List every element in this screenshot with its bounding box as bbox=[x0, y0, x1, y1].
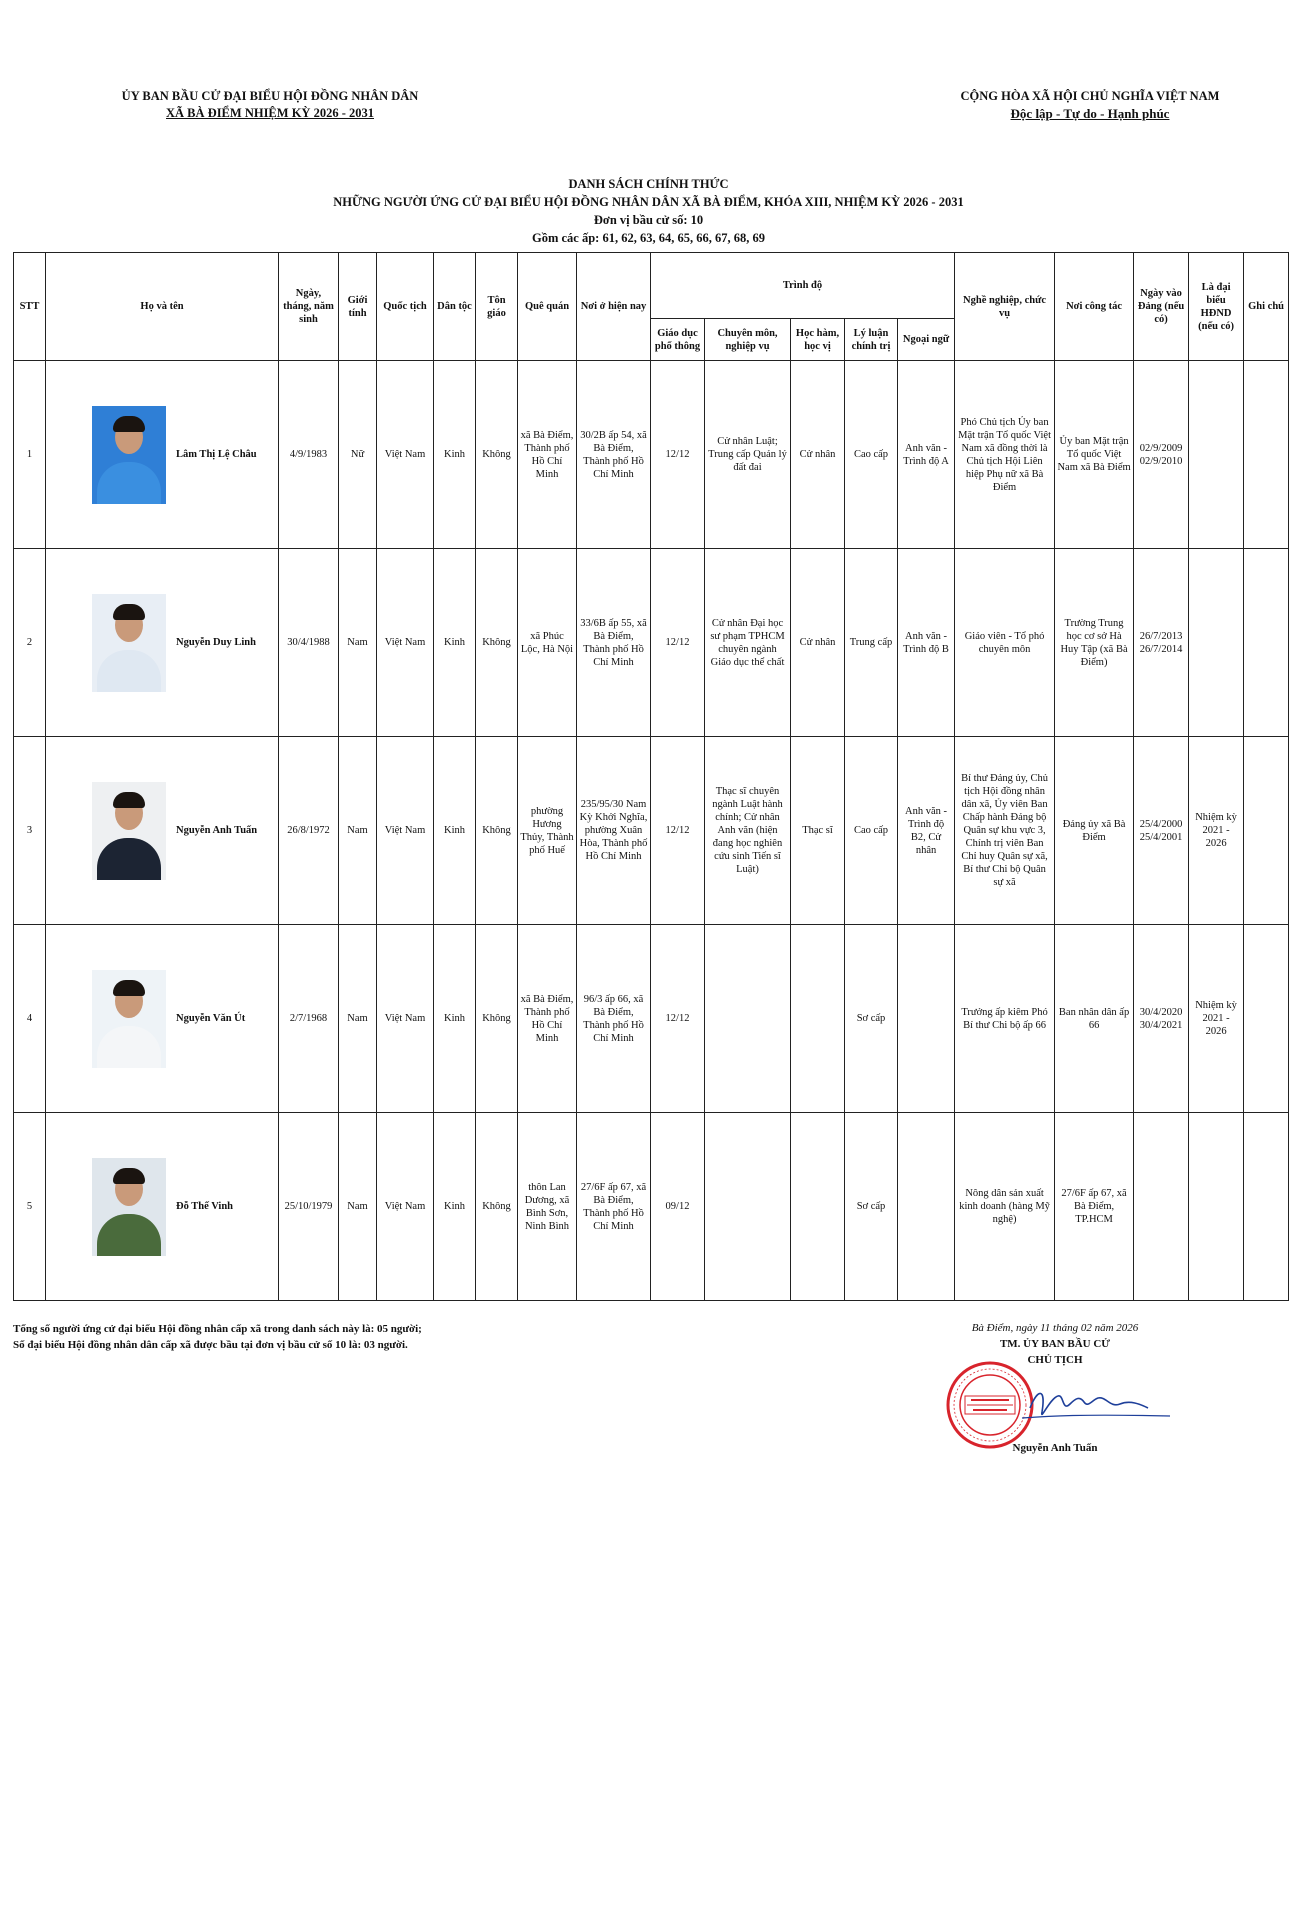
signer-name: Nguyễn Anh Tuấn bbox=[1012, 1442, 1098, 1454]
religion-cell: Không bbox=[476, 549, 518, 737]
hdnd-cell bbox=[1189, 361, 1244, 549]
political-cell: Sơ cấp bbox=[845, 925, 898, 1113]
col-name: Họ và tên bbox=[46, 253, 279, 361]
occupation-cell: Nông dân sản xuất kinh doanh (hàng Mỹ nghệ) bbox=[955, 1113, 1055, 1301]
hometown-cell: thôn Lan Dương, xã Bình Sơn, Ninh Bình bbox=[518, 1113, 577, 1301]
notes-cell bbox=[1244, 361, 1289, 549]
candidate-name: Nguyễn Duy Linh bbox=[176, 637, 256, 648]
occupation-cell: Giáo viên - Tổ phó chuyên môn bbox=[955, 549, 1055, 737]
degree-cell bbox=[791, 925, 845, 1113]
col-occupation: Nghề nghiệp, chức vụ bbox=[955, 253, 1055, 361]
col-hometown: Quê quán bbox=[518, 253, 577, 361]
nationality-cell: Việt Nam bbox=[377, 925, 434, 1113]
ethnicity-cell: Kinh bbox=[434, 737, 476, 925]
general-edu-cell: 12/12 bbox=[651, 549, 705, 737]
sign-org: TM. ỦY BAN BẦU CỬ bbox=[999, 1338, 1111, 1350]
religion-cell: Không bbox=[476, 737, 518, 925]
general-edu-cell: 12/12 bbox=[651, 737, 705, 925]
political-cell: Cao cấp bbox=[845, 361, 898, 549]
degree-cell: Cử nhân bbox=[791, 549, 845, 737]
ethnicity-cell: Kinh bbox=[434, 361, 476, 549]
table-row bbox=[14, 737, 1289, 925]
nationality-cell: Việt Nam bbox=[377, 361, 434, 549]
hometown-cell: xã Bà Điểm, Thành phố Hồ Chí Minh bbox=[518, 361, 577, 549]
national-motto: Độc lập - Tự do - Hạnh phúc bbox=[1010, 106, 1170, 121]
table-row bbox=[14, 925, 1289, 1113]
issuer-line-1: ỦY BAN BẦU CỬ ĐẠI BIỂU HỘI ĐỒNG NHÂN DÂN bbox=[121, 89, 419, 103]
residence-cell: 96/3 ấp 66, xã Bà Điểm, Thành phố Hồ Chí Minh bbox=[577, 925, 651, 1113]
table-row bbox=[14, 549, 1289, 737]
language-cell: Anh văn - Trình độ B bbox=[898, 549, 955, 737]
table-row bbox=[14, 1113, 1289, 1301]
religion-cell: Không bbox=[476, 361, 518, 549]
specialty-cell: Cử nhân Đại học sư phạm TPHCM chuyên ngành Giáo dục thể chất bbox=[705, 549, 791, 737]
title-line-1: DANH SÁCH CHÍNH THỨC bbox=[568, 177, 729, 191]
stt-cell: 2 bbox=[14, 549, 46, 737]
notes-cell bbox=[1244, 737, 1289, 925]
workplace-cell: 27/6F ấp 67, xã Bà Điểm, TP.HCM bbox=[1055, 1113, 1134, 1301]
workplace-cell: Ban nhân dân ấp 66 bbox=[1055, 925, 1134, 1113]
candidate-photo bbox=[92, 406, 166, 504]
candidate-photo bbox=[92, 782, 166, 880]
party-date-cell: 30/4/2020 30/4/2021 bbox=[1134, 925, 1189, 1113]
col-gender: Giới tính bbox=[339, 253, 377, 361]
name-cell bbox=[46, 549, 279, 737]
stt-cell: 3 bbox=[14, 737, 46, 925]
hometown-cell: xã Bà Điểm, Thành phố Hồ Chí Minh bbox=[518, 925, 577, 1113]
col-hdnd: Là đại biểu HĐND (nếu có) bbox=[1189, 253, 1244, 361]
hdnd-cell bbox=[1189, 549, 1244, 737]
religion-cell: Không bbox=[476, 1113, 518, 1301]
general-edu-cell: 12/12 bbox=[651, 361, 705, 549]
title-line-4: Gồm các ấp: 61, 62, 63, 64, 65, 66, 67, 68, 69 bbox=[532, 231, 765, 245]
candidate-photo bbox=[92, 594, 166, 692]
occupation-cell: Trưởng ấp kiêm Phó Bí thư Chi bộ ấp 66 bbox=[955, 925, 1055, 1113]
gender-cell: Nam bbox=[339, 737, 377, 925]
ethnicity-cell: Kinh bbox=[434, 925, 476, 1113]
residence-cell: 235/95/30 Nam Kỳ Khởi Nghĩa, phường Xuân Hòa, Thành phố Hồ Chí Minh bbox=[577, 737, 651, 925]
gender-cell: Nữ bbox=[339, 361, 377, 549]
hometown-cell: xã Phúc Lộc, Hà Nội bbox=[518, 549, 577, 737]
name-cell bbox=[46, 1113, 279, 1301]
col-residence: Nơi ở hiện nay bbox=[577, 253, 651, 361]
gender-cell: Nam bbox=[339, 549, 377, 737]
col-party-date: Ngày vào Đảng (nếu có) bbox=[1134, 253, 1189, 361]
general-edu-cell: 09/12 bbox=[651, 1113, 705, 1301]
title-line-2: NHỮNG NGƯỜI ỨNG CỬ ĐẠI BIỂU HỘI ĐỒNG NHÂN DÂN XÃ BÀ ĐIỂM, KHÓA XIII, NHIỆM KỲ 2026 - 2031 bbox=[333, 195, 964, 209]
hometown-cell: phường Hương Thủy, Thành phố Huế bbox=[518, 737, 577, 925]
language-cell bbox=[898, 925, 955, 1113]
issuer-line-2: XÃ BÀ ĐIỂM NHIỆM KỲ 2026 - 2031 bbox=[166, 106, 374, 120]
specialty-cell bbox=[705, 925, 791, 1113]
political-cell: Sơ cấp bbox=[845, 1113, 898, 1301]
nationality-cell: Việt Nam bbox=[377, 549, 434, 737]
degree-cell: Cử nhân bbox=[791, 361, 845, 549]
dob-cell: 2/7/1968 bbox=[279, 925, 339, 1113]
col-dob: Ngày, tháng, năm sinh bbox=[279, 253, 339, 361]
notes-cell bbox=[1244, 1113, 1289, 1301]
name-cell bbox=[46, 925, 279, 1113]
dob-cell: 4/9/1983 bbox=[279, 361, 339, 549]
col-workplace: Nơi công tác bbox=[1055, 253, 1134, 361]
nationality-cell: Việt Nam bbox=[377, 737, 434, 925]
col-degree: Học hàm, học vị bbox=[791, 319, 845, 361]
stt-cell: 5 bbox=[14, 1113, 46, 1301]
candidate-photo bbox=[92, 970, 166, 1068]
handwritten-signature-icon bbox=[1020, 1378, 1180, 1428]
religion-cell: Không bbox=[476, 925, 518, 1113]
nationality-cell: Việt Nam bbox=[377, 1113, 434, 1301]
table-row bbox=[14, 361, 1289, 549]
candidate-name: Nguyễn Anh Tuấn bbox=[176, 825, 258, 836]
party-date-cell: 02/9/2009 02/9/2010 bbox=[1134, 361, 1189, 549]
gender-cell: Nam bbox=[339, 925, 377, 1113]
specialty-cell: Cử nhân Luật; Trung cấp Quản lý đất đai bbox=[705, 361, 791, 549]
language-cell bbox=[898, 1113, 955, 1301]
name-cell bbox=[46, 737, 279, 925]
notes-cell bbox=[1244, 549, 1289, 737]
elected-count-line: Số đại biểu Hội đồng nhân dân cấp xã được bầu tại đơn vị bầu cử số 10 là: 03 người. bbox=[13, 1339, 408, 1351]
candidate-photo bbox=[92, 1158, 166, 1256]
dob-cell: 26/8/1972 bbox=[279, 737, 339, 925]
col-language: Ngoại ngữ bbox=[898, 319, 955, 361]
name-cell bbox=[46, 361, 279, 549]
sign-role: CHỦ TỊCH bbox=[1027, 1354, 1083, 1366]
political-cell: Cao cấp bbox=[845, 737, 898, 925]
language-cell: Anh văn - Trình độ B2, Cử nhân bbox=[898, 737, 955, 925]
notes-cell bbox=[1244, 925, 1289, 1113]
candidate-name: Nguyễn Văn Út bbox=[176, 1013, 246, 1024]
degree-cell bbox=[791, 1113, 845, 1301]
stt-cell: 1 bbox=[14, 361, 46, 549]
summary-notes bbox=[13, 1321, 422, 1353]
political-cell: Trung cấp bbox=[845, 549, 898, 737]
ethnicity-cell: Kinh bbox=[434, 549, 476, 737]
document-title bbox=[0, 175, 1297, 247]
col-notes: Ghi chú bbox=[1244, 253, 1289, 361]
col-stt: STT bbox=[14, 253, 46, 361]
col-religion: Tôn giáo bbox=[476, 253, 518, 361]
national-name: CỘNG HÒA XÃ HỘI CHỦ NGHĨA VIỆT NAM bbox=[960, 89, 1220, 103]
workplace-cell: Trường Trung học cơ sở Hà Huy Tập (xã Bà Điểm) bbox=[1055, 549, 1134, 737]
party-date-cell: 26/7/2013 26/7/2014 bbox=[1134, 549, 1189, 737]
col-nationality: Quốc tịch bbox=[377, 253, 434, 361]
hdnd-cell: Nhiệm kỳ 2021 - 2026 bbox=[1189, 737, 1244, 925]
party-date-cell: 25/4/2000 25/4/2001 bbox=[1134, 737, 1189, 925]
gender-cell: Nam bbox=[339, 1113, 377, 1301]
stt-cell: 4 bbox=[14, 925, 46, 1113]
col-political: Lý luận chính trị bbox=[845, 319, 898, 361]
col-education: Trình độ bbox=[651, 253, 955, 319]
col-specialty: Chuyên môn, nghiệp vụ bbox=[705, 319, 791, 361]
workplace-cell: Ủy ban Mặt trận Tổ quốc Việt Nam xã Bà Điểm bbox=[1055, 361, 1134, 549]
hdnd-cell: Nhiệm kỳ 2021 - 2026 bbox=[1189, 925, 1244, 1113]
candidate-name: Lâm Thị Lệ Châu bbox=[176, 449, 257, 460]
specialty-cell: Thạc sĩ chuyên ngành Luật hành chính; Cử nhân Anh văn (hiện đang học nghiên cứu sinh Tiến sĩ Luật) bbox=[705, 737, 791, 925]
total-candidates-line: Tổng số người ứng cử đại biểu Hội đồng nhân cấp xã trong danh sách này là: 05 người; bbox=[13, 1323, 422, 1335]
residence-cell: 33/6B ấp 55, xã Bà Điểm, Thành phố Hồ Chí Minh bbox=[577, 549, 651, 737]
candidate-table bbox=[13, 252, 1289, 1301]
occupation-cell: Bí thư Đảng ủy, Chủ tịch Hội đồng nhân dân xã, Ủy viên Ban Chấp hành Đảng bộ Quân sự khu vực 3, Chính trị viên Ban Chỉ huy Quân sự xã, Bí thư Chi bộ Quân sự xã bbox=[955, 737, 1055, 925]
col-ethnicity: Dân tộc bbox=[434, 253, 476, 361]
dob-cell: 30/4/1988 bbox=[279, 549, 339, 737]
degree-cell: Thạc sĩ bbox=[791, 737, 845, 925]
specialty-cell bbox=[705, 1113, 791, 1301]
dob-cell: 25/10/1979 bbox=[279, 1113, 339, 1301]
national-header bbox=[880, 88, 1297, 122]
general-edu-cell: 12/12 bbox=[651, 925, 705, 1113]
occupation-cell: Phó Chủ tịch Ủy ban Mặt trận Tổ quốc Việt Nam xã đồng thời là Chủ tịch Hội Liên hiệp Phụ nữ xã Bà Điểm bbox=[955, 361, 1055, 549]
workplace-cell: Đảng ủy xã Bà Điểm bbox=[1055, 737, 1134, 925]
residence-cell: 30/2B ấp 54, xã Bà Điểm, Thành phố Hồ Chí Minh bbox=[577, 361, 651, 549]
title-line-3: Đơn vị bầu cử số: 10 bbox=[593, 213, 704, 227]
party-date-cell bbox=[1134, 1113, 1189, 1301]
ethnicity-cell: Kinh bbox=[434, 1113, 476, 1301]
residence-cell: 27/6F ấp 67, xã Bà Điểm, Thành phố Hồ Chí Minh bbox=[577, 1113, 651, 1301]
hdnd-cell bbox=[1189, 1113, 1244, 1301]
col-general-edu: Giáo dục phổ thông bbox=[651, 319, 705, 361]
issuer-header bbox=[95, 88, 445, 122]
candidate-name: Đỗ Thế Vinh bbox=[176, 1201, 233, 1212]
language-cell: Anh văn - Trình độ A bbox=[898, 361, 955, 549]
sign-date: Bà Điểm, ngày 11 tháng 02 năm 2026 bbox=[971, 1322, 1139, 1334]
